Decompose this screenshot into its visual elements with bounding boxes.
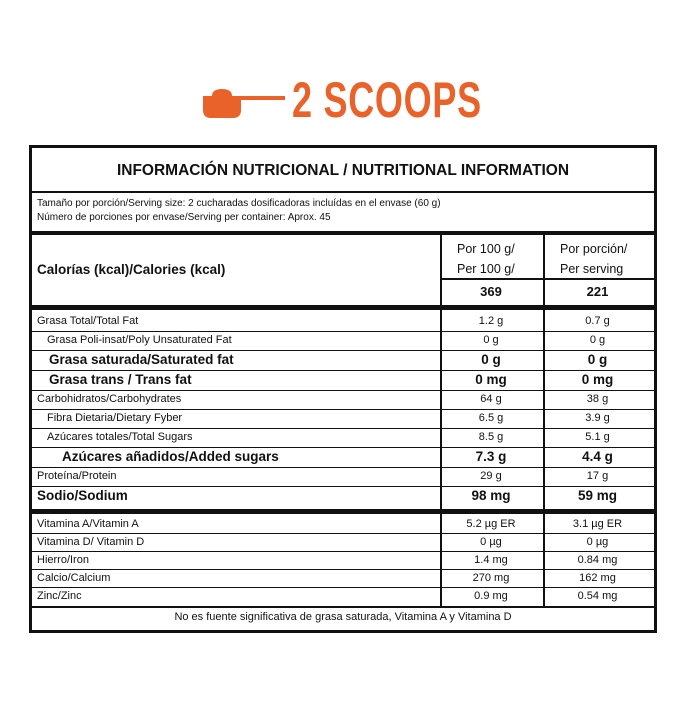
row-divider <box>32 467 442 468</box>
vitamin-serving: 162 mg <box>579 572 616 584</box>
nutrient-serving: 17 g <box>586 470 609 482</box>
vitamin-serving: 0.84 mg <box>577 554 618 566</box>
nutrient-serving: 5.1 g <box>585 431 610 443</box>
nutrient-per100: 8.5 g <box>478 431 504 443</box>
nutrient-label: Carbohidratos/Carbohydrates <box>37 393 182 405</box>
nutrient-per100: 98 mg <box>471 488 511 503</box>
row-divider <box>442 587 654 588</box>
col-header-serving-line2: Per serving <box>560 262 624 276</box>
row-divider <box>32 587 442 588</box>
nutrient-per100: 7.3 g <box>475 449 507 464</box>
divider <box>32 191 654 193</box>
row-divider <box>442 447 654 448</box>
servings-per-container: Número de porciones por envase/Serving per container: Aprox. 45 <box>37 212 331 223</box>
vitamin-label: Zinc/Zinc <box>37 590 82 602</box>
row-divider <box>442 409 654 410</box>
col-header-serving-line1: Por porción/ <box>560 242 628 256</box>
nutrient-serving: 38 g <box>586 393 609 405</box>
row-divider <box>32 370 442 371</box>
brand-header <box>0 70 700 130</box>
row-divider <box>32 486 442 487</box>
vitamin-per100: 0 µg <box>480 536 502 548</box>
col-header-per100-line1: Por 100 g/ <box>457 242 515 256</box>
vitamin-label: Hierro/Iron <box>37 554 89 566</box>
row-divider <box>442 390 654 391</box>
row-divider <box>442 569 654 570</box>
panel-title: INFORMACIÓN NUTRICIONAL / NUTRITIONAL INFORMATION <box>116 162 570 179</box>
nutrient-per100: 29 g <box>480 470 502 482</box>
nutrient-label: Fibra Dietaria/Dietary Fyber <box>47 412 183 424</box>
vitamin-label: Vitamina A/Vitamin A <box>37 518 139 530</box>
row-divider <box>442 486 654 487</box>
footnote: No es fuente significativa de grasa saturada, Vitamina A y Vitamina D <box>174 611 512 623</box>
nutrient-serving: 0 g <box>589 334 606 346</box>
row-divider <box>442 533 654 534</box>
row-divider <box>32 409 442 410</box>
nutrient-serving: 0 g <box>587 352 608 367</box>
row-divider <box>32 447 442 448</box>
vitamin-per100: 1.4 mg <box>474 554 508 566</box>
serving-size: Tamaño por porción/Serving size: 2 cucharadas dosificadoras incluídas en el envase (60 g) <box>37 198 441 209</box>
nutrient-serving: 59 mg <box>577 488 618 503</box>
divider <box>32 606 654 608</box>
nutrient-label: Proteína/Protein <box>37 470 117 482</box>
calories-per100: 369 <box>480 284 502 299</box>
nutrient-serving: 4.4 g <box>582 449 613 464</box>
nutrient-serving: 3.9 g <box>585 412 610 424</box>
nutrient-per100: 0 g <box>481 352 501 367</box>
divider <box>32 231 654 235</box>
nutrient-label: Grasa trans / Trans fat <box>49 372 192 387</box>
nutrient-per100: 1.2 g <box>478 315 504 327</box>
col-header-serving <box>560 239 627 279</box>
nutrient-per100: 64 g <box>480 393 502 405</box>
col-header-per100-line2: Per 100 g/ <box>457 262 515 276</box>
calories-label: Calorías (kcal)/Calories (kcal) <box>37 262 226 277</box>
vitamin-label: Vitamina D/ Vitamin D <box>37 536 145 548</box>
row-divider <box>32 551 442 552</box>
brand-title: 2 SCOOPS <box>292 72 482 128</box>
row-divider <box>442 331 654 332</box>
nutrient-label: Grasa Total/Total Fat <box>37 315 139 327</box>
divider <box>32 305 654 310</box>
nutrient-serving: 0.7 g <box>585 315 610 327</box>
measuring-scoop-icon <box>203 88 285 118</box>
vitamin-serving: 0.54 mg <box>577 590 618 602</box>
vitamin-per100: 5.2 µg ER <box>466 518 516 530</box>
nutrient-serving: 0 mg <box>581 372 614 387</box>
row-divider <box>442 551 654 552</box>
nutrient-per100: 0 g <box>483 334 499 346</box>
vitamin-per100: 270 mg <box>472 572 510 584</box>
vitamin-serving: 3.1 µg ER <box>572 518 623 530</box>
row-divider <box>32 533 442 534</box>
row-divider <box>32 428 442 429</box>
vitamin-serving: 0 µg <box>586 536 609 548</box>
nutrient-per100: 0 mg <box>475 372 507 387</box>
nutrient-label: Grasa saturada/Saturated fat <box>49 352 234 367</box>
nutrient-label: Azúcares añadidos/Added sugars <box>62 449 279 464</box>
nutrient-label: Grasa Poli-insat/Poly Unsaturated Fat <box>47 334 232 346</box>
vitamin-per100: 0.9 mg <box>474 590 508 602</box>
row-divider <box>32 331 442 332</box>
row-divider <box>442 350 654 351</box>
calories-serving: 221 <box>586 284 609 299</box>
vitamin-label: Calcio/Calcium <box>37 572 111 584</box>
row-divider <box>32 569 442 570</box>
nutrient-label: Sodio/Sodium <box>37 488 128 503</box>
col-header-per100 <box>457 239 515 279</box>
row-divider <box>32 350 442 351</box>
row-divider <box>442 467 654 468</box>
row-divider <box>442 370 654 371</box>
nutrient-per100: 6.5 g <box>478 412 504 424</box>
row-divider <box>32 390 442 391</box>
row-divider <box>442 428 654 429</box>
nutrient-label: Azúcares totales/Total Sugars <box>47 431 193 443</box>
divider <box>32 509 654 514</box>
nutrition-facts-panel <box>29 145 657 633</box>
